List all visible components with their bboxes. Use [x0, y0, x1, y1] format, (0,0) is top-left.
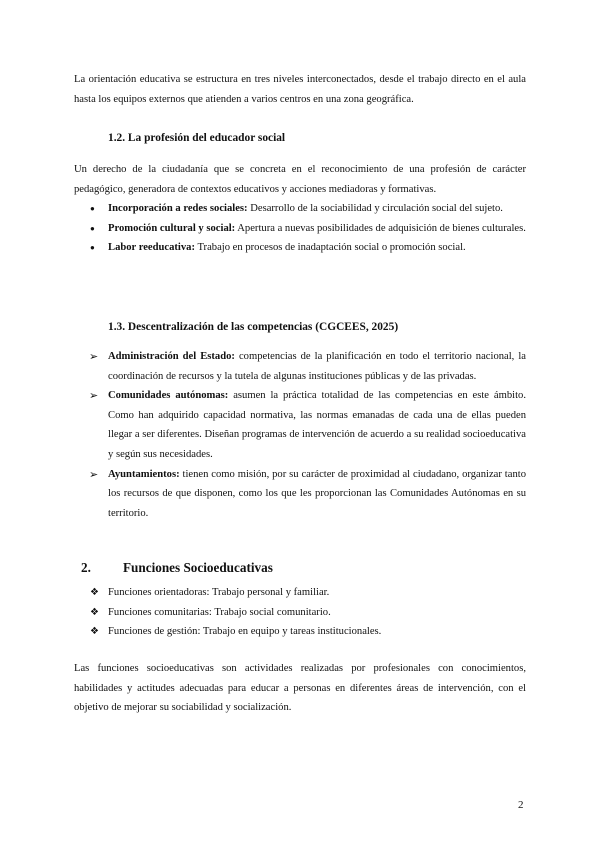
list-item — [108, 465, 526, 524]
item-text: Apertura a nuevas posibilidades de adquisición de bienes culturales. — [235, 222, 526, 234]
profession-list — [108, 199, 526, 258]
section-1-2-heading: 1.2. La profesión del educador social — [108, 132, 286, 144]
item-text: Desarrollo de la sociabilidad y circulación social del sujeto. — [247, 203, 503, 214]
item-term: Ayuntamientos: — [108, 468, 180, 480]
section-title: Funciones Socioeducativas — [123, 560, 273, 575]
item-term: Promoción cultural y social: — [108, 222, 236, 234]
list-item: ❖ Funciones comunitarias: Trabajo social comunitario. — [108, 603, 526, 623]
section-1-3-heading: 1.3. Descentralización de las competencias (CGCEES, 2025) — [108, 321, 399, 333]
list-item — [108, 347, 526, 386]
list-item — [108, 386, 526, 464]
list-item — [108, 199, 526, 219]
competencias-list — [108, 347, 526, 523]
list-item — [108, 238, 526, 258]
list-item — [108, 219, 526, 239]
item-text: competencias de la planificación en todo el territorio nacional, la coordinación de recursos y la tutela de algunas instituciones públicas y de las privadas. — [108, 351, 526, 382]
intro-paragraph: La orientación educativa se estructura en tres niveles interconectados, desde el trabajo directo en el aula hasta los equipos externos que atienden a varios centros en una zona geográfica. — [74, 74, 526, 105]
list-item: ❖ Funciones de gestión: Trabajo en equipo y tareas institucionales. — [108, 622, 526, 642]
list-item: ❖ Funciones orientadoras: Trabajo personal y familiar. — [108, 583, 526, 603]
section-number: 2. — [81, 560, 91, 575]
section-2-paragraph: Las funciones socioeducativas son actividades realizadas por profesionales con conocimientos, habilidades y actitudes adecuadas para educar a personas en diferentes áreas de intervención, con el objetivo de mejorar su sociabilidad y socialización. — [74, 663, 526, 714]
item-text: Trabajo en procesos de inadaptación social o promoción social. — [195, 242, 466, 254]
section-1-2-paragraph: Un derecho de la ciudadanía que se concreta en el reconocimiento de una profesión de carácter pedagógico, generadora de contextos educativos y acciones mediadoras y formativas. — [74, 164, 526, 195]
section-2-heading — [81, 558, 273, 578]
item-text: asumen la práctica totalidad de las competencias en este ámbito. Como han adquirido capacidad normativa, las normas emanadas de cada una de ellas pueden llegar a ser diferentes. Diseñan programas de intervención de acuerdo a su realidad socioeducativa y según sus necesidades. — [108, 390, 526, 460]
item-term: Administración del Estado: — [108, 351, 235, 362]
item-term: Incorporación a redes sociales: — [108, 203, 248, 214]
page-number: 2 — [518, 799, 524, 811]
item-term: Comunidades autónomas: — [108, 390, 229, 402]
item-term: Labor reeducativa: — [108, 242, 195, 254]
funciones-list — [108, 583, 526, 642]
item-text: tienen como misión, por su carácter de proximidad al ciudadano, organizar tanto los recursos de que disponen, como los que les proporcionan las Comunidades Autónomas en su territorio. — [108, 468, 526, 519]
